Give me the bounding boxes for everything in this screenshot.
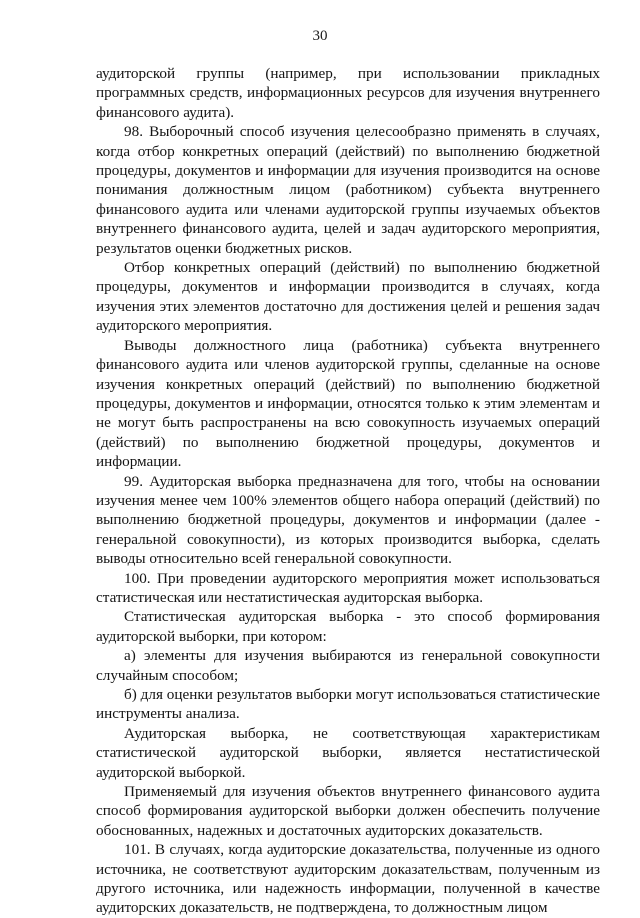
list-item-b: б) для оценки результатов выборки могут использоваться статистические инструменты анализа. [96,686,600,723]
page-number: 30 [312,28,328,44]
paragraph-method-requirement: Применяемый для изучения объектов внутреннего финансового аудита способ формирования аудиторской выборки должен обеспечить получение обоснованных, надежных и достаточных аудиторских доказательств. [96,783,600,839]
paragraph-100: 100. При проведении аудиторского мероприятия может использоваться статистическая или нестатистическая аудиторская выборка. [96,569,600,606]
paragraph-101: 101. В случаях, когда аудиторские доказательства, полученные из одного источника, не соответствуют аудиторским доказательствам, полученным из другого источника, или надежность информации, полученной в качестве аудиторских доказательств, не подтверждена, то должностным лицом [96,841,600,917]
paragraph-98: 98. Выборочный способ изучения целесообразно применять в случаях, когда отбор конкретных операций (действий) по выполнению бюджетной процедуры, документов и информации для изучения производится на основе понимания должностным лицом (работником) субъекта внутреннего финансового аудита или членами аудиторской группы изучаемых объектов внутреннего финансового аудита, целей и задач аудиторского мероприятия, результатов оценки бюджетных рисков. [96,123,600,257]
paragraph-100-definition: Статистическая аудиторская выборка - это способ формирования аудиторской выборки, при котором: [96,608,600,645]
paragraph-nonstatistical: Аудиторская выборка, не соответствующая характеристикам статистической аудиторской выборки, является нестатистической аудиторской выборкой. [96,724,600,781]
paragraph-99: 99. Аудиторская выборка предназначена для того, чтобы на основании изучения менее чем 100% элементов общего набора операций (действий) по выполнению бюджетной процедуры, документов и информации (далее - генеральной совокупности), из которых производится выборка, сделать выводы относительно всей генеральной совокупности. [96,472,600,568]
paragraph-98-conclusions: Выводы должностного лица (работника) субъекта внутреннего финансового аудита или членов аудиторской группы, сделанные на основе изучения конкретных операций (действий) по выполнению бюджетной процедуры, документов и информации, относятся только к этим элементам и не могут быть распространены на всю совокупность изучаемых операций (действий) по выполнению бюджетной процедуры, документов и информации. [96,336,600,471]
paragraph-98-selection: Отбор конкретных операций (действий) по выполнению бюджетной процедуры, документов и информации производится в случаях, когда изучения этих элементов достаточно для достижения целей и решения задач аудиторского мероприятия. [96,259,600,335]
document-body [96,64,600,918]
paragraph-continuation: аудиторской группы (например, при использовании прикладных программных средств, информационных ресурсов для изучения внутреннего финансового аудита). [96,65,600,121]
list-item-a: а) элементы для изучения выбираются из генеральной совокупности случайным способом; [96,647,600,684]
